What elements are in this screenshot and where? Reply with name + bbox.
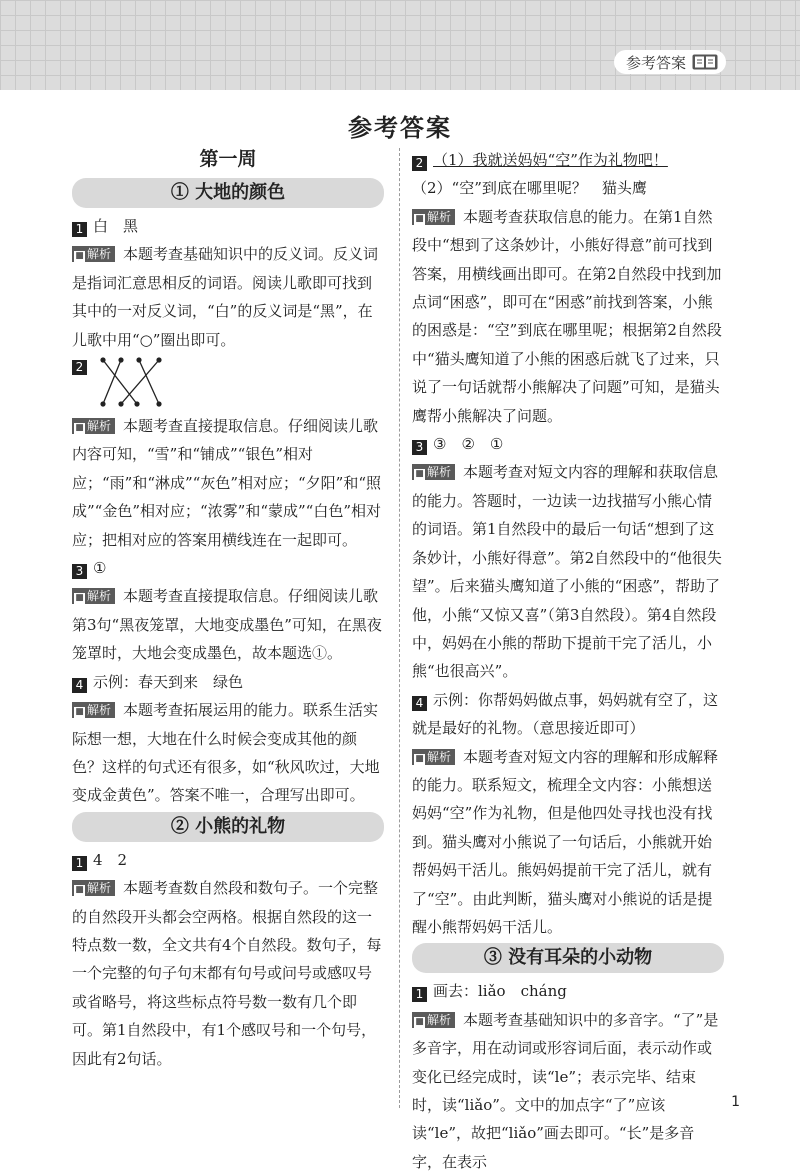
analysis-tag: ■ 解析 — [72, 880, 115, 896]
question-number: 3 — [412, 440, 427, 455]
answer-key-tab-label: 参考答案 — [625, 53, 686, 72]
analysis-tag: ■ 解析 — [72, 588, 115, 604]
analysis-tag: ■ 解析 — [72, 418, 115, 434]
analysis-badge-icon: ■ — [75, 423, 84, 434]
page-title: 参考答案 — [348, 113, 452, 142]
question-number: 1 — [72, 222, 87, 237]
question-number: 1 — [72, 856, 87, 871]
matching-lines-diagram — [97, 354, 167, 410]
analysis-badge-icon: ■ — [75, 251, 84, 262]
question-number: 2 — [412, 156, 427, 171]
answer-1-3: 3 ① — [72, 554, 384, 582]
question-number: 1 — [412, 987, 427, 1002]
analysis-2-1: ■ 解析 本题考查数自然段和数句子。一个完整的自然段开头都会空两格。根据自然段的这一特点数一数，全文共有4个自然段。数句子，每一个完整的句子句末都有句号或问号或感叹号或省略号，将这些标点符号数一数有几个即可。第1自然段中，有1个感叹号和一个句号，因此有2句话。 — [72, 879, 382, 1068]
analysis-3-1: ■ 解析 本题考查基础知识中的多音字。“了”是多音字，用在动词或形容词后面，表示动作或变化已经完成时，读“le”；表示完毕、结束时，读“liǎo”。文中的加点字“了”应该读“le”，故把“liǎo”画去即可。“长”是多音字，在表示 — [412, 1010, 719, 1171]
left-column — [72, 142, 384, 1073]
section-title-1: ① 大地的颜色 — [72, 178, 384, 208]
answer-1-2 — [72, 354, 384, 412]
answer-1-1: 1 白 黑 — [72, 212, 384, 240]
section-title-2: ② 小熊的礼物 — [72, 812, 384, 842]
answer-1-4: 4 示例：春天到来 绿色 — [72, 668, 384, 696]
analysis-badge-icon: ■ — [75, 885, 84, 896]
analysis-2-4: ■ 解析 本题考查对短文内容的理解和形成解释的能力。联系短文，梳理全文内容：小熊想送妈妈“空”作为礼物，但是他四处寻找也没有找到。猫头鹰对小熊说了一句话后，小熊就开始帮妈妈干活儿。熊妈妈提前干完了活儿，就有了“空”。由此判断，猫头鹰对小熊说的话是提醒小熊帮妈妈干活儿。 — [412, 747, 719, 936]
answer-2-2-line1: 2 （1）我就送妈妈“空”作为礼物吧！ — [412, 146, 724, 174]
analysis-2-2: ■ 解析 本题考查获取信息的能力。在第1自然段中“想到了这条妙计，小熊好得意”前可找到答案，用横线画出即可。在第2自然段中找到加点词“困惑”，即可在“困惑”前找到答案，小熊的困惑是：“空”到底在哪里呢；根据第2自然段中“猫头鹰知道了小熊的困惑后就飞了过来，只说了一句话就帮小熊解决了问题”可知，是猫头鹰帮小熊解决了问题。 — [412, 207, 722, 425]
analysis-badge-icon: ■ — [75, 593, 84, 604]
analysis-1-3: ■ 解析 本题考查直接提取信息。仔细阅读儿歌第3句“黑夜笼罩，大地变成墨色”可知，在黑夜笼罩时，大地会变成墨色，故本题选①。 — [72, 587, 382, 663]
page-number: 1 — [731, 1094, 740, 1110]
analysis-tag: ■ 解析 — [72, 702, 115, 718]
analysis-1-2: ■ 解析 本题考查直接提取信息。仔细阅读儿歌内容可知，“雪”和“铺成”“银色”相对应；“雨”和“淋成”“灰色”相对应；“夕阳”和“照成”“金色”相对应；“浓雾”和“蒙成”“白色”相对应；把相对应的答案用横线连在一起即可。 — [72, 417, 382, 549]
book-icon — [692, 54, 718, 70]
analysis-badge-icon: ■ — [415, 753, 424, 764]
analysis-2-3: ■ 解析 本题考查对短文内容的理解和获取信息的能力。答题时，一边读一边找描写小熊心情的词语。第1自然段中的最后一句话“想到了这条妙计，小熊好得意”。第2自然段中的“他很失望”。后来猫头鹰知道了小熊的“困惑”，帮助了他，小熊“又惊又喜”（第3自然段）。第4自然段中，妈妈在小熊的帮助下提前干完了活儿，小熊“也很高兴”。 — [412, 463, 722, 681]
section-title-3: ③ 没有耳朵的小动物 — [412, 943, 724, 973]
header-band — [0, 0, 800, 90]
analysis-1-1: ■ 解析 本题考查基础知识中的反义词。反义词是指词汇意思相反的词语。阅读儿歌即可找到其中的一对反义词，“白”的反义词是“黑”，在儿歌中用“○”圈出即可。 — [72, 245, 379, 349]
answer-2-4: 4 示例：你帮妈妈做点事，妈妈就有空了，这就是最好的礼物。（意思接近即可） — [412, 690, 719, 738]
answer-key-tab — [614, 50, 726, 74]
question-number: 3 — [72, 564, 87, 579]
analysis-tag: ■ 解析 — [412, 749, 455, 765]
week-heading: 第一周 — [199, 148, 257, 170]
right-column — [412, 146, 724, 1176]
analysis-badge-icon: ■ — [415, 1016, 424, 1027]
analysis-badge-icon: ■ — [415, 469, 424, 480]
column-divider — [399, 148, 400, 1108]
analysis-badge-icon: ■ — [75, 707, 84, 718]
analysis-tag: ■ 解析 — [412, 1012, 455, 1028]
analysis-1-4: ■ 解析 本题考查拓展运用的能力。联系生活实际想一想，大地在什么时候会变成其他的颜色？这样的句式还有很多，如“秋风吹过，大地变成金黄色”。答案不唯一，合理写出即可。 — [72, 701, 380, 805]
question-number: 4 — [412, 696, 427, 711]
answer-3-1: 1 画去：liǎo cháng — [412, 977, 724, 1005]
answer-2-2-line2: （2）“空”到底在哪里呢？ 猫头鹰 — [412, 179, 647, 198]
answer-2-1: 1 4 2 — [72, 846, 384, 874]
analysis-badge-icon: ■ — [415, 213, 424, 224]
answer-2-3: 3 ③ ② ① — [412, 430, 724, 458]
question-number: 2 — [72, 360, 87, 375]
analysis-tag: ■ 解析 — [412, 464, 455, 480]
analysis-tag: ■ 解析 — [72, 246, 115, 262]
question-number: 4 — [72, 678, 87, 693]
analysis-tag: ■ 解析 — [412, 209, 455, 225]
